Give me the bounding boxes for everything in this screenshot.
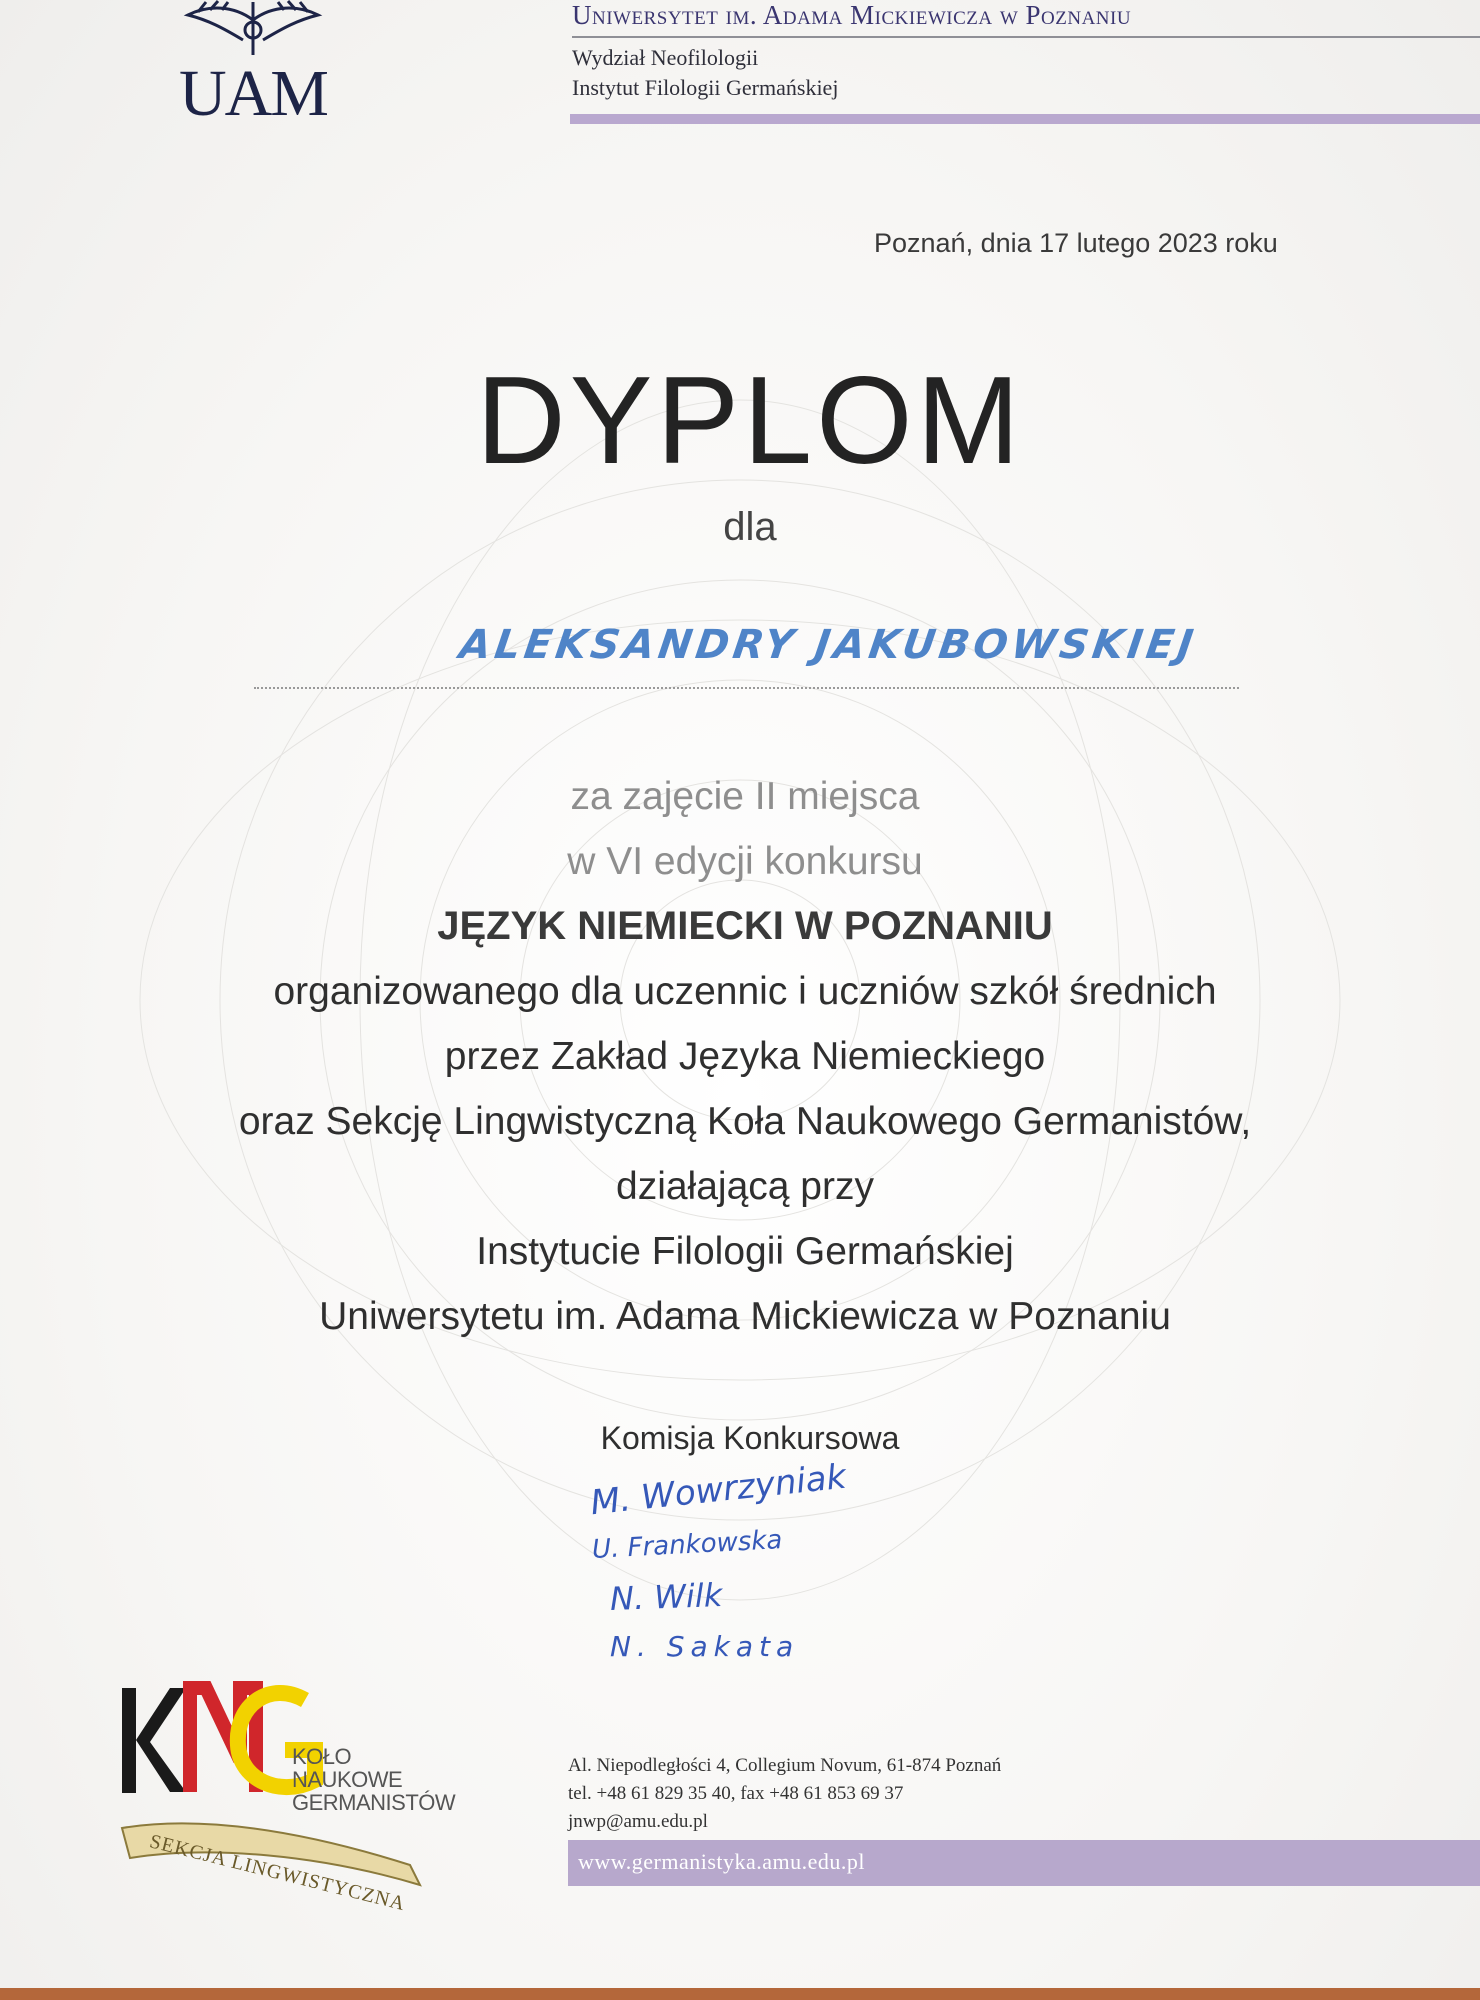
kng-line: GERMANISTÓW — [292, 1790, 456, 1815]
award-line: Uniwersytetu im. Adama Mickiewicza w Poznaniu — [319, 1295, 1171, 1338]
recipient-name: ALEKSANDRY JAKUBOWSKIEJ — [456, 622, 1200, 668]
award-line: za zajęcie II miejsca — [570, 775, 920, 818]
university-name: Uniwersytet im. Adama Mickiewicza w Poznaniu — [572, 0, 1132, 30]
committee-label: Komisja Konkursowa — [600, 1420, 900, 1456]
uam-wordmark: UAM — [178, 57, 327, 130]
award-text — [0, 764, 1480, 1349]
signatures-block — [580, 1456, 880, 1680]
footer-phone: tel. +48 61 829 35 40, fax +48 61 853 69 37 — [568, 1783, 904, 1804]
award-line: oraz Sekcję Lingwistyczną Koła Naukowego Germanistów, — [238, 1100, 1252, 1143]
diploma-title: DYPLOM — [476, 352, 1024, 490]
issue-date: Poznań, dnia 17 lutego 2023 roku — [874, 228, 1278, 258]
for-label: dla — [723, 505, 777, 549]
header-accent-bar — [570, 114, 1480, 124]
signature: U. Frankowska — [591, 1525, 784, 1565]
competition-name: JĘZYK NIEMIECKI W POZNANIU — [437, 904, 1053, 948]
institute-name: Instytut Filologii Germańskiej — [572, 75, 839, 100]
kng-line: NAUKOWE — [292, 1767, 403, 1792]
table-edge — [0, 1988, 1480, 2000]
footer-website-bar — [568, 1840, 1480, 1886]
kng-line: KOŁO — [292, 1744, 352, 1769]
kng-ribbon-text: SEKCJA LINGWISTYCZNA — [147, 1830, 408, 1916]
signature: N. Wilk — [609, 1576, 723, 1618]
footer-contact — [568, 1752, 1001, 1836]
award-line: przez Zakład Języka Niemieckiego — [444, 1035, 1046, 1078]
award-line: w VI edycji konkursu — [567, 840, 923, 883]
footer-website: www.germanistyka.amu.edu.pl — [578, 1849, 866, 1874]
footer-email: jnwp@amu.edu.pl — [568, 1811, 708, 1832]
signature: M. Wowrzyniak — [588, 1456, 849, 1524]
award-line: organizowanego dla uczennic i uczniów szkół średnich — [273, 970, 1217, 1013]
award-line: Instytucie Filologii Germańskiej — [476, 1230, 1014, 1273]
header-rule — [572, 36, 1480, 38]
faculty-name: Wydział Neofilologii — [572, 45, 759, 70]
signature: N. Sakata — [610, 1630, 800, 1663]
name-dotted-line — [254, 687, 1239, 689]
footer-address: Al. Niepodległości 4, Collegium Novum, 61-874 Poznań — [568, 1755, 1002, 1776]
uam-logo — [178, 0, 328, 128]
eagle-crest-icon — [178, 0, 328, 60]
award-line: działającą przy — [616, 1165, 874, 1208]
